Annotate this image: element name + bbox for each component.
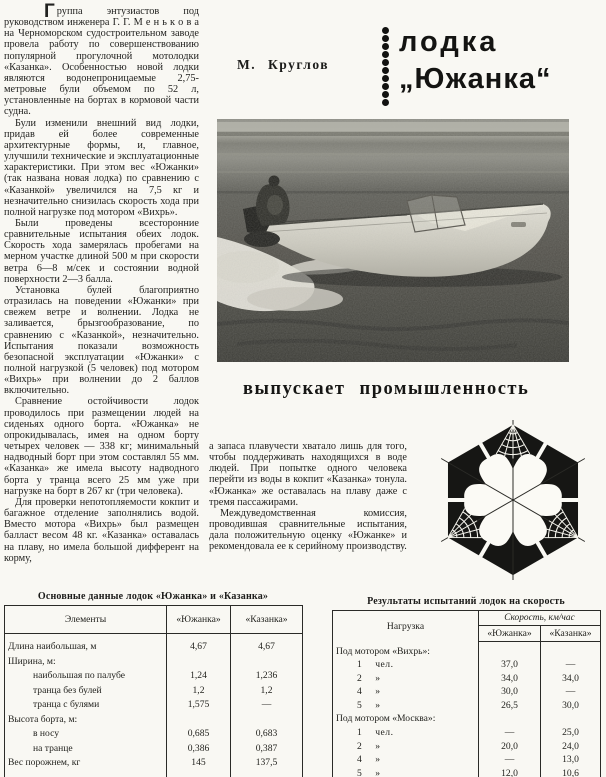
- article-middle-column: [209, 441, 407, 553]
- table-caption: Основные данные лодок «Южанка» и «Казанка»: [37, 591, 269, 602]
- paragraph: Сравнение остойчивости лодок проводилось при размещении людей на сиденьях одного борта. «Южанка» не опрокидывалась, имея на одном борту четырех человек — 338 кг; минимальный надводный борт при этом составлял 55 мм. «Казанка» же имела высоту надводного борта у транца всего 25 мм уже при нагрузке на борт в 267 кг (три человека).: [4, 396, 199, 497]
- cell-value: 10,6: [541, 767, 601, 777]
- table-row: [5, 655, 303, 670]
- cell-value: 4,67: [231, 634, 303, 655]
- paragraph: Междуведомственная комиссия, проводившая сравнительные испытания, дала положительную оценку «Южанке» и рекомендовала ее к серийному производству.: [209, 507, 407, 553]
- cell-value: 1,2: [231, 684, 303, 699]
- table-row: [333, 712, 601, 726]
- row-label: 5 »: [357, 699, 381, 711]
- cell-value: 0,386: [167, 742, 231, 757]
- cell-value: 137,5: [231, 756, 303, 777]
- table-caption: Результаты испытаний лодок на скорость: [367, 596, 565, 607]
- row-label: 5 »: [357, 767, 381, 777]
- row-label: транца с булями: [33, 699, 100, 710]
- row-label: Вес порожнем, кг: [8, 757, 81, 768]
- cell-value: 1,236: [231, 669, 303, 684]
- table-row: [333, 658, 601, 672]
- cell-value: 20,0: [479, 740, 541, 754]
- table-row: [333, 672, 601, 686]
- paragraph: [4, 1, 199, 118]
- row-label: 4 »: [357, 686, 381, 698]
- column-header: «Казанка»: [231, 606, 303, 634]
- cell-value: 26,5: [479, 699, 541, 713]
- cell-value: 0,387: [231, 742, 303, 757]
- title-line-1: лодка: [399, 26, 499, 58]
- hex-ornament-graphic: [430, 420, 596, 580]
- column-header: Элементы: [5, 606, 167, 634]
- row-label: 2 »: [357, 740, 381, 752]
- cell-value: 1,2: [167, 684, 231, 699]
- dotted-rule-divider: [382, 27, 389, 106]
- row-label: Под мотором «Вихрь»:: [336, 645, 430, 657]
- table-row: [5, 698, 303, 713]
- row-label: Ширина, м:: [8, 655, 56, 667]
- paragraph: Были проведены всесторонние сравнительные испытания обеих лодок. Скорость хода замерялась пробегами на мерном участке длиной 500 м при скорости ветра 6—8 м/сек и состоянии водной поверхности 2—3 балла.: [4, 217, 199, 285]
- column-header: «Южанка»: [479, 626, 541, 642]
- cell-value: [541, 712, 601, 726]
- cell-value: 30,0: [479, 685, 541, 699]
- paragraph-text: руппа энтузиастов под руководством инженера Г. Г. М е н ь к о в а на Черноморском судостроительном заводе провела работу по совершенствованию популярной прогулочной мотолодки «Казанка». Особенностью новой лодки являются водонепроницаемые 2,75-метровые були объемом по 52 л, установленные на бортах в кормовой части судна.: [4, 6, 199, 118]
- cell-value: 30,0: [541, 699, 601, 713]
- table-row: [5, 684, 303, 699]
- main-data-table: [4, 605, 303, 777]
- table-header-row: [333, 611, 601, 626]
- row-label: в носу: [33, 728, 60, 739]
- table-row: [5, 727, 303, 742]
- cell-value: [231, 713, 303, 728]
- cell-value: 25,0: [541, 726, 601, 740]
- row-label: 4 »: [357, 754, 381, 766]
- cell-value: [479, 642, 541, 659]
- drop-cap: Г: [44, 1, 55, 22]
- table-row: [333, 726, 601, 740]
- cell-value: 12,0: [479, 767, 541, 777]
- cell-value: 13,0: [541, 753, 601, 767]
- table-row: [5, 669, 303, 684]
- cell-value: 34,0: [541, 672, 601, 686]
- table-row: [5, 756, 303, 777]
- row-label: 1 чел.: [357, 727, 394, 739]
- cell-value: [231, 655, 303, 670]
- speed-results-table: [332, 610, 601, 777]
- table-row: [333, 767, 601, 777]
- cell-value: 1,24: [167, 669, 231, 684]
- paragraph: Були изменили внешний вид лодки, придав ей более современные архитектурные формы, и, главное, улучшили технические и эксплуатационные характеристики. При этом вес «Южанки» (так названа новая лодка) по сравнению с «Казанкой» увеличился на 7,5 кг и незначительно снизилась скорость хода при полной нагрузке под мотором «Вихрь».: [4, 117, 199, 218]
- author-byline: М. Круглов: [237, 57, 330, 72]
- row-label: Длина наибольшая, м: [8, 641, 97, 652]
- column-header: «Южанка»: [167, 606, 231, 634]
- row-label: 1 чел.: [357, 659, 394, 671]
- section-heading: выпускает промышленность: [243, 379, 530, 399]
- cell-value: [167, 713, 231, 728]
- table-row: [333, 740, 601, 754]
- table-row: [333, 753, 601, 767]
- cell-value: 37,0: [479, 658, 541, 672]
- column-header: «Казанка»: [541, 626, 601, 642]
- title-line-2: „Южанка“: [399, 63, 552, 95]
- table-row: [5, 713, 303, 728]
- cell-value: —: [479, 753, 541, 767]
- table-row: [5, 742, 303, 757]
- column-header: Скорость, км/час: [479, 611, 601, 626]
- main-data-table-section: [4, 591, 302, 777]
- row-label: наибольшая по палубе: [33, 670, 125, 681]
- row-label: 2 »: [357, 672, 381, 684]
- table-header-row: [5, 606, 303, 634]
- row-label: Под мотором «Москва»:: [336, 713, 436, 725]
- cell-value: —: [479, 726, 541, 740]
- cell-value: 145: [167, 756, 231, 777]
- table-row: [333, 642, 601, 659]
- cell-value: 1,575: [167, 698, 231, 713]
- article-title: [399, 28, 551, 94]
- article-left-column: [4, 1, 199, 564]
- table-row: [333, 699, 601, 713]
- cell-value: [167, 655, 231, 670]
- column-header: Нагрузка: [333, 611, 479, 642]
- boat-photo: [217, 119, 569, 362]
- row-label: на транце: [33, 742, 73, 754]
- paragraph: Для проверки непотопляемости кокпит и багажное отделение заполнялись водой. Вместо мотора «Вихрь» был размещен балласт весом 48 кг. «Казанка» оставалась на плаву, но имела большой дифферент на корму,: [4, 496, 199, 564]
- cell-value: [479, 712, 541, 726]
- cell-value: —: [541, 658, 601, 672]
- paragraph: а запаса плавучести хватало лишь для того, чтобы поддерживать находящихся в воде людей. При попытке одного человека перейти из воды в кокпит «Казанка» тонула. «Южанка» же оставалась на плаву даже с тремя пассажирами.: [209, 441, 407, 508]
- table-row: [333, 685, 601, 699]
- row-label: транца без булей: [33, 684, 102, 696]
- cell-value: 4,67: [167, 634, 231, 655]
- cell-value: —: [231, 698, 303, 713]
- cell-value: 24,0: [541, 740, 601, 754]
- speed-results-table-section: [332, 596, 600, 777]
- cell-value: 0,685: [167, 727, 231, 742]
- paragraph: Установка булей благоприятно отразилась на поведении «Южанки» при свежем ветре и волнении. Лодка не заливается, брызгообразование, по сравнению с «Казанкой», незначительно. Испытания показали возможность безопасной эксплуатации «Южанки» с полной нагрузкой (5 человек) под мотором «Вихрь» при волнении до 2 баллов включительно.: [4, 284, 199, 397]
- cell-value: 0,683: [231, 727, 303, 742]
- cell-value: —: [541, 685, 601, 699]
- row-label: Высота борта, м:: [8, 713, 78, 725]
- cell-value: 34,0: [479, 672, 541, 686]
- cell-value: [541, 642, 601, 659]
- table-row: [5, 634, 303, 655]
